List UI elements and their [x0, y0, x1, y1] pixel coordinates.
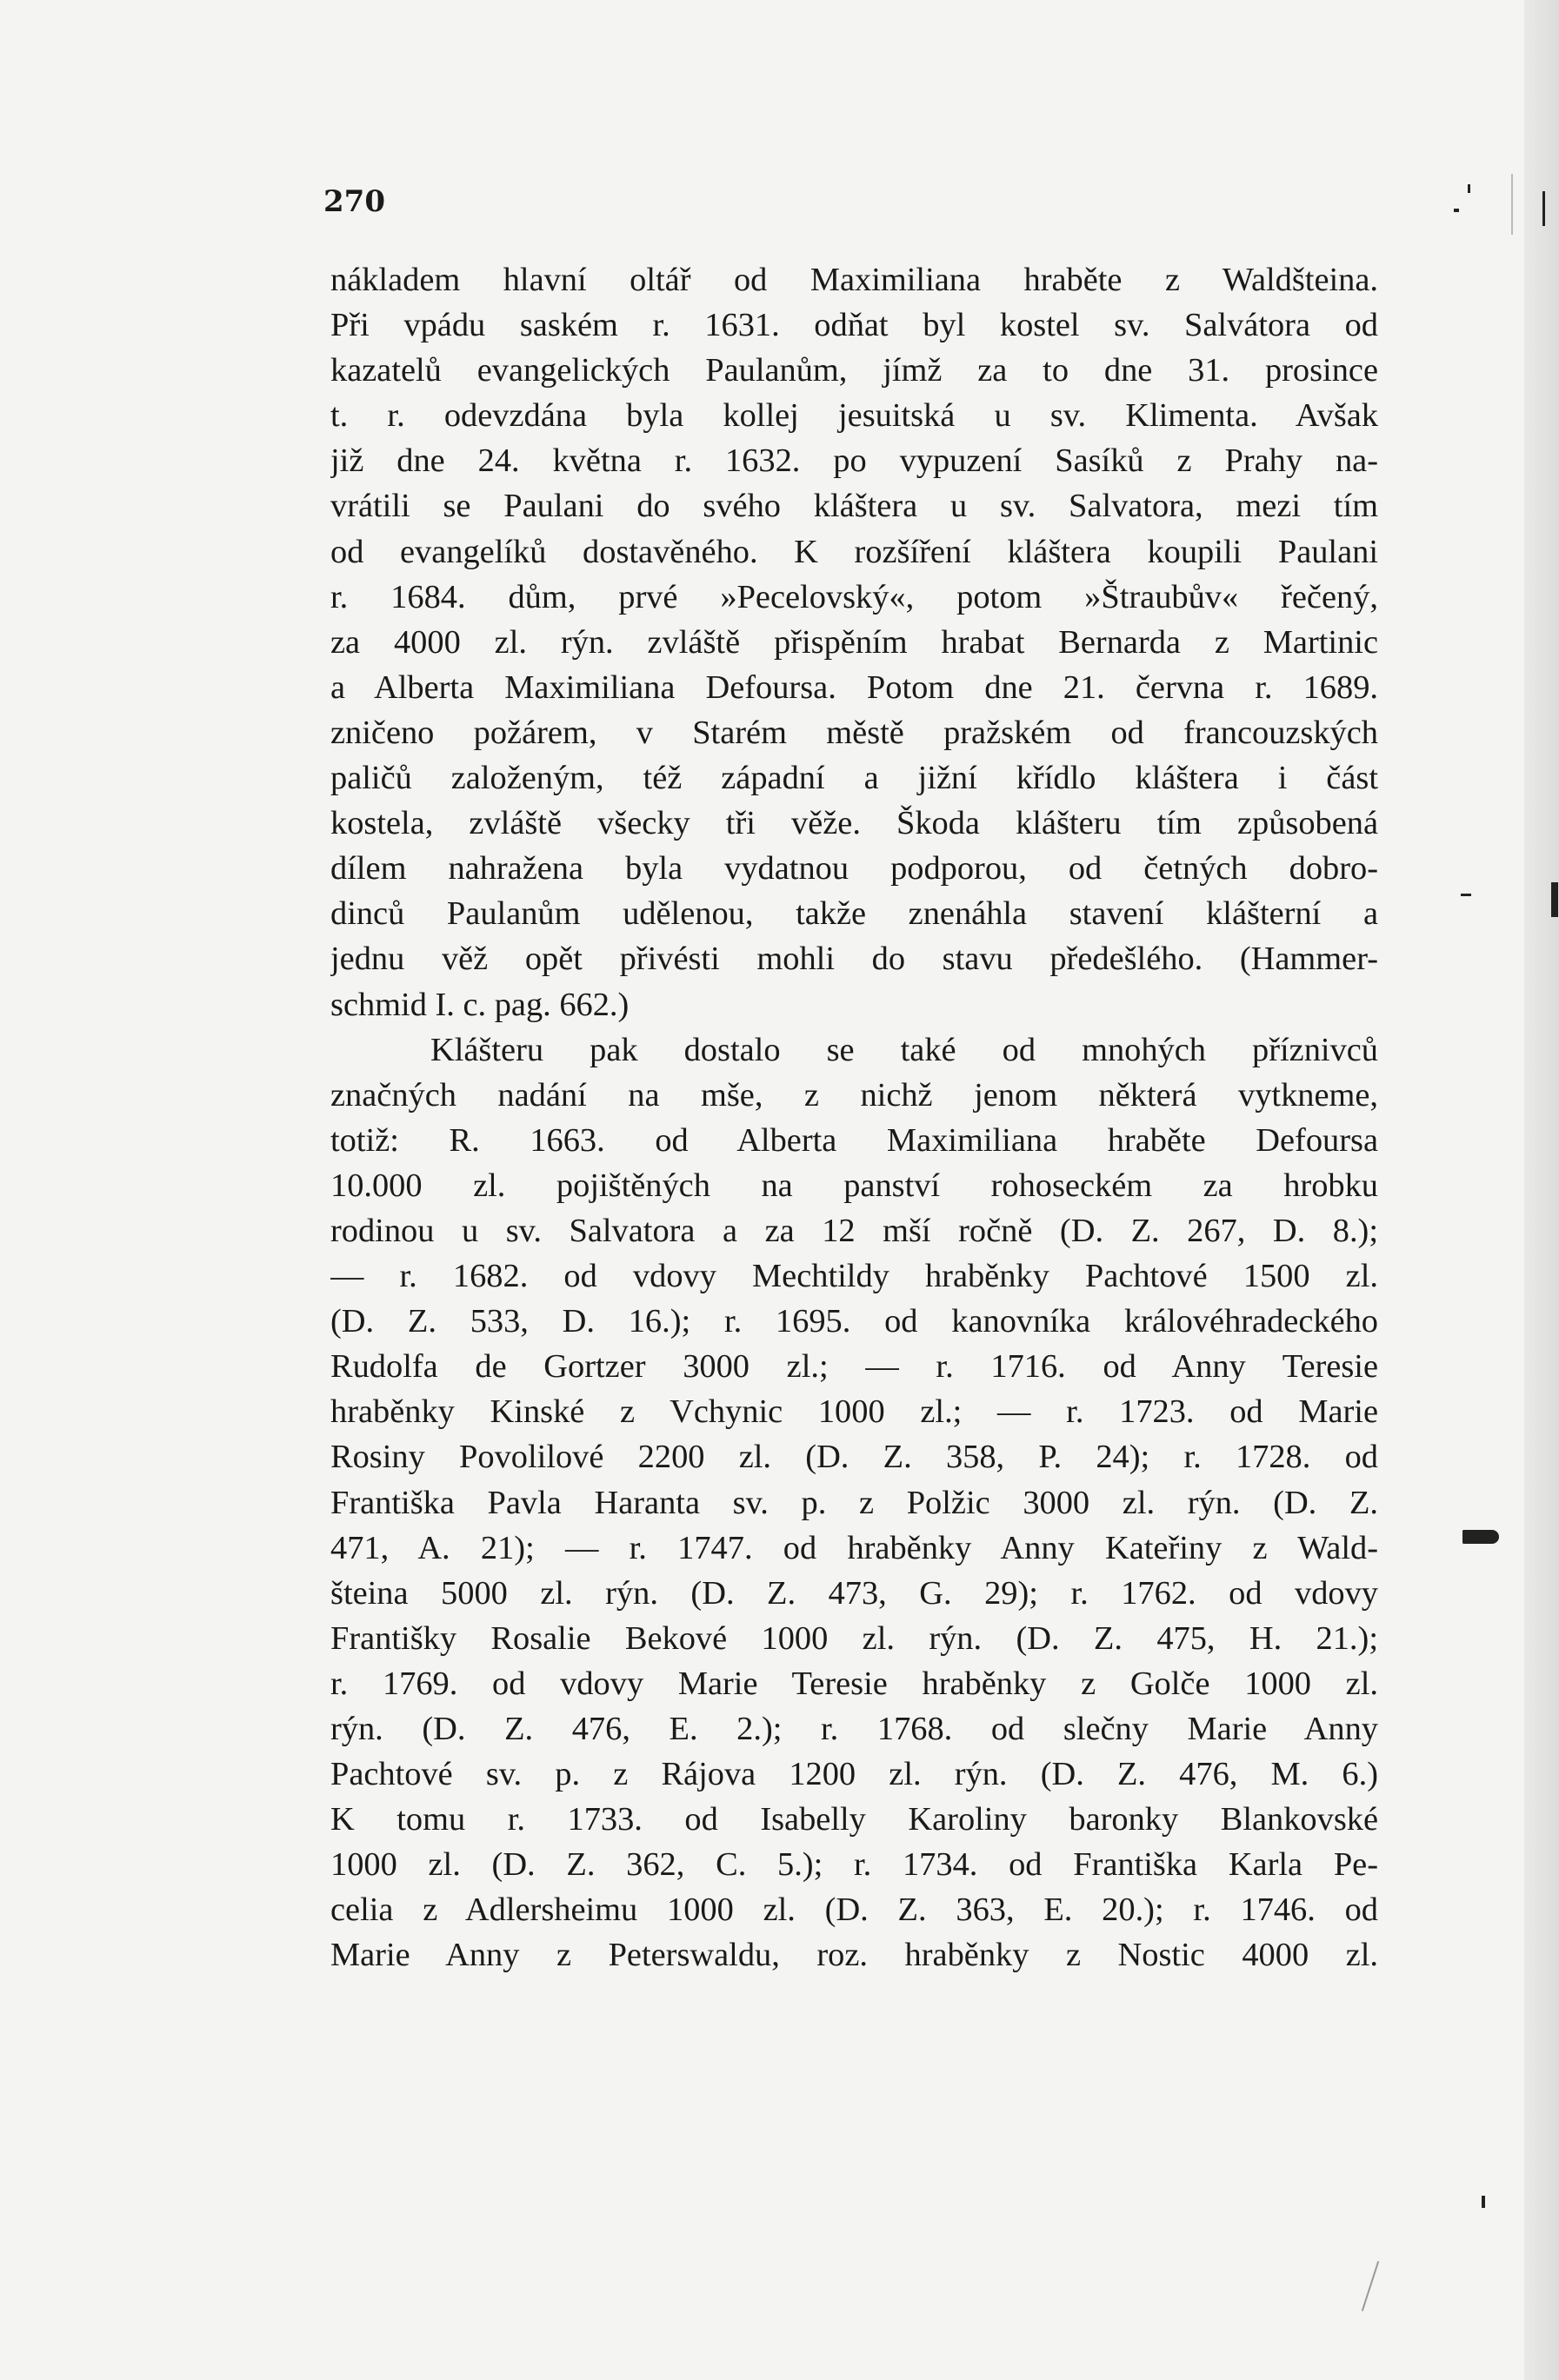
text-line: zničeno požárem, v Starém městě pražském od francouzských [330, 714, 1378, 751]
text-line: vrátili se Paulani do svého kláštera u sv. Salvatora, mezi tím [330, 488, 1378, 525]
scan-speck [1542, 191, 1545, 226]
scan-arrow-mark [1462, 1530, 1499, 1544]
text-line: r. 1769. od vdovy Marie Teresie hraběnky z Golče 1000 zl. [330, 1665, 1378, 1702]
text-line: od evangelíků dostavěného. K rozšíření kláštera koupili Paulani [330, 533, 1378, 570]
text-line: hraběnky Kinské z Vchynic 1000 zl.; — r. 1723. od Marie [330, 1393, 1378, 1431]
text-line: dílem nahražena byla vydatnou podporou, od četných dobro- [330, 850, 1378, 888]
text-line: t. r. odevzdána byla kollej jesuitská u sv. Klimenta. Avšak [330, 397, 1378, 435]
text-line: Pachtové sv. p. z Rájova 1200 zl. rýn. (D. Z. 476, M. 6.) [330, 1756, 1378, 1793]
page-number: 270 [323, 184, 385, 219]
text-line: nákladem hlavní oltář od Maximiliana hraběte z Waldšteina. [330, 262, 1378, 298]
text-line: Františky Rosalie Bekové 1000 zl. rýn. (D. Z. 475, H. 21.); [330, 1619, 1378, 1657]
text-line: Rudolfa de Gortzer 3000 zl.; — r. 1716. od Anny Teresie [330, 1348, 1378, 1386]
text-line: kostela, zvláště všecky tři věže. Škoda klášteru tím způsobená [330, 805, 1378, 842]
text-line: (D. Z. 533, D. 16.); r. 1695. od kanovníka královéhradeckého [330, 1303, 1378, 1340]
text-line: Při vpádu saském r. 1631. odňat byl kostel sv. Salvátora od [330, 307, 1378, 344]
page-edge [1524, 0, 1559, 2380]
text-line: K tomu r. 1733. od Isabelly Karoliny baronky Blankovské [330, 1801, 1378, 1838]
text-line: Rosiny Povolilové 2200 zl. (D. Z. 358, P. 24); r. 1728. od [330, 1439, 1378, 1476]
scan-line [1362, 2261, 1379, 2311]
text-line: — r. 1682. od vdovy Mechtildy hraběnky Pachtové 1500 zl. [330, 1258, 1378, 1295]
text-line: dinců Paulanům udělenou, takže znenáhla stavení klášterní a [330, 895, 1378, 933]
text-line: 471, A. 21); — r. 1747. od hraběnky Anny Kateřiny z Wald- [330, 1529, 1378, 1566]
text-line: značných nadání na mše, z nichž jenom některá vytkneme, [330, 1076, 1378, 1114]
text-line: Marie Anny z Peterswaldu, roz. hraběnky z Nostic 4000 zl. [330, 1937, 1378, 1974]
text-line: 1000 zl. (D. Z. 362, C. 5.); r. 1734. od Františka Karla Pe- [330, 1846, 1378, 1884]
scan-speck [1482, 2196, 1485, 2208]
body-text [330, 257, 1378, 1978]
text-line: 10.000 zl. pojištěných na panství rohoseckém za hrobku [330, 1167, 1378, 1204]
text-line: Františka Pavla Haranta sv. p. z Polžic 3000 zl. rýn. (D. Z. [330, 1484, 1378, 1521]
text-line: r. 1684. dům, prvé »Pecelovský«, potom »Štraubův« řečený, [330, 578, 1378, 615]
scan-speck [1468, 184, 1470, 193]
text-line: jednu věž opět přivésti mohli do stavu předešlého. (Hammer- [330, 941, 1378, 978]
text-line: rýn. (D. Z. 476, E. 2.); r. 1768. od slečny Marie Anny [330, 1711, 1378, 1747]
scan-speck [1454, 209, 1459, 212]
text-line: za 4000 zl. rýn. zvláště přispěním hrabat Bernarda z Martinic [330, 623, 1378, 661]
text-line: kazatelů evangelických Paulanům, jímž za to dne 31. prosince [330, 352, 1378, 389]
text-line: totiž: R. 1663. od Alberta Maximiliana hraběte Defoursa [330, 1121, 1378, 1159]
scan-speck [1551, 882, 1558, 917]
text-line: Klášteru pak dostalo se také od mnohých příznivců [430, 1031, 1378, 1068]
scan-speck [1461, 894, 1471, 896]
text-line: rodinou u sv. Salvatora a za 12 mší ročně (D. Z. 267, D. 8.); [330, 1212, 1378, 1249]
text-line: celia z Adlersheimu 1000 zl. (D. Z. 363, E. 20.); r. 1746. od [330, 1891, 1378, 1929]
text-line: již dne 24. května r. 1632. po vypuzení Sasíků z Prahy na- [330, 442, 1378, 480]
text-line: paličů založeným, též západní a jižní křídlo kláštera i část [330, 760, 1378, 797]
text-line: šteina 5000 zl. rýn. (D. Z. 473, G. 29); r. 1762. od vdovy [330, 1574, 1378, 1612]
scan-line [1511, 174, 1513, 235]
text-line: a Alberta Maximiliana Defoursa. Potom dne 21. června r. 1689. [330, 668, 1378, 706]
text-line: schmid I. c. pag. 662.) [330, 986, 630, 1023]
